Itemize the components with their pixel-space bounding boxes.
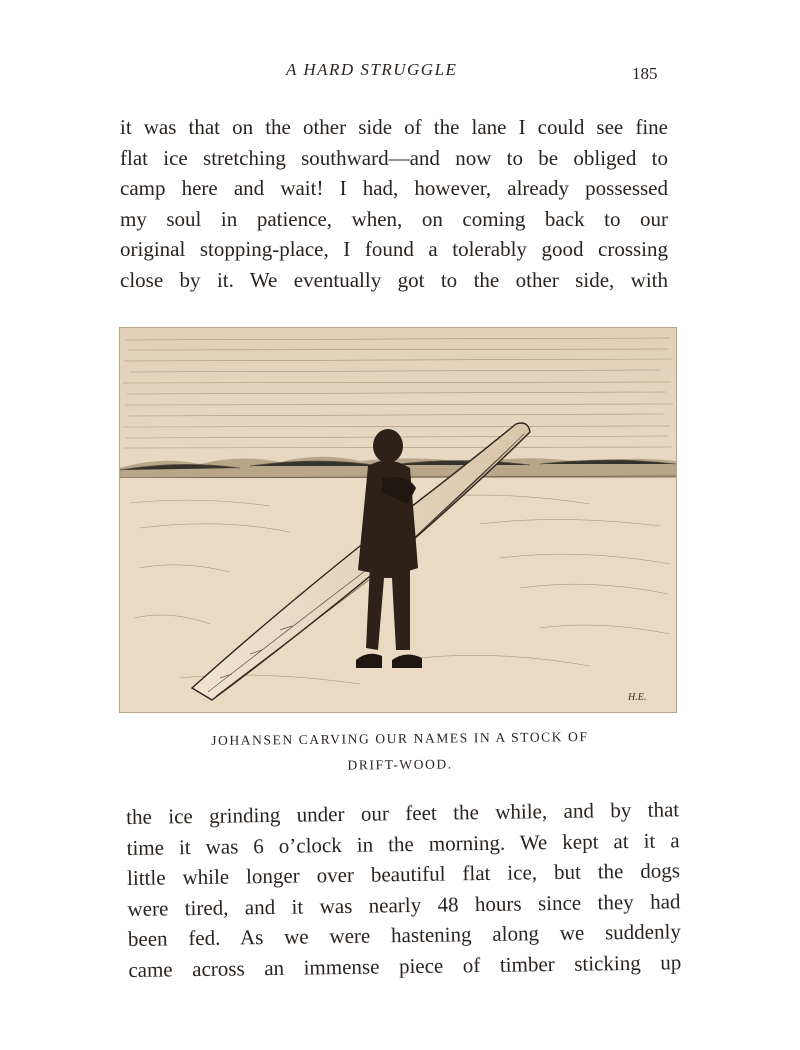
page-number: 185: [632, 64, 658, 83]
text-line: little while longer over beautiful flat ice, but the dogs: [126, 858, 681, 890]
text-line: time it was 6 o’clock in the morning. We kept at it a: [126, 827, 680, 860]
text-line: came across an immense piece of timber sticking up: [128, 949, 682, 982]
figure-caption: [150, 723, 651, 780]
body-text-top: [120, 112, 668, 295]
caption-line: DRIFT-WOOD.: [347, 756, 453, 773]
text-line: been fed. As we were hastening along we suddenly: [127, 919, 682, 951]
text-line: camp here and wait! I had, however, already possessed: [120, 176, 668, 200]
text-line: close by it. We eventually got to the other side, with: [120, 267, 668, 292]
running-head: [0, 58, 800, 88]
running-title: A HARD STRUGGLE: [286, 60, 458, 79]
text-line: the ice grinding under our feet the while, and by that: [126, 797, 680, 829]
text-line: my soul in patience, when, on coming back to our: [120, 206, 668, 231]
illustration-plate: [119, 327, 677, 713]
text-line: were tired, and it was nearly 48 hours since they had: [127, 888, 681, 921]
text-line: original stopping-place, I found a tolerably good crossing: [120, 237, 668, 261]
artist-monogram: H.E.: [628, 692, 647, 703]
caption-line: JOHANSEN CARVING OUR NAMES IN A STOCK OF: [211, 729, 589, 748]
text-line: flat ice stretching southward—and now to be obliged to: [120, 145, 668, 170]
text-line: it was that on the other side of the lane I could see fine: [120, 115, 668, 139]
body-text-bottom: [126, 794, 682, 985]
engraving-illustration: [120, 328, 676, 712]
